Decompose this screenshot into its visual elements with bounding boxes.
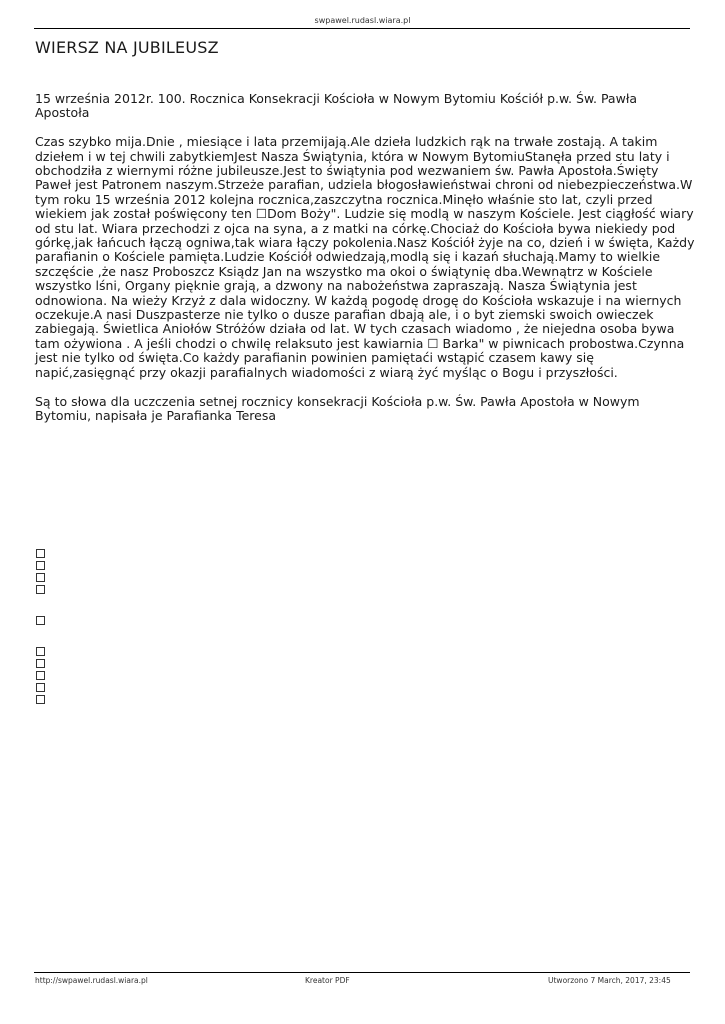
footer-generator: Kreator PDF [305,976,350,985]
placeholder-glyph-list [35,546,45,707]
article-paragraph-signature: Są to słowa dla uczczenia setnej rocznicy konsekracji Kościoła p.w. Św. Pawła Apostoła w Nowym Bytomiu, napisała je Parafianka Teresa [35,393,640,423]
missing-glyph-box [36,573,45,582]
missing-glyph-box [36,647,45,656]
article-body [35,92,695,438]
article-paragraph-date: 15 września 2012r. 100. Rocznica Konsekracji Kościoła w Nowym Bytomiu Kościół p.w. Św. Pawła Apostoła [35,91,638,121]
missing-glyph-box [36,616,45,625]
header-site-url: swpawel.rudasl.wiara.pl [314,16,411,25]
page-title: WIERSZ NA JUBILEUSZ [35,38,219,57]
footer-divider [34,972,690,973]
article-paragraph-poem: Czas szybko mija.Dnie , miesiące i lata przemijają.Ale dzieła ludzkich rąk na trwałe zostają. A takim dziełem i w tej chwili zabytkiemJest Nasza Świątynia, która w Nowym BytomiuStanęła przed stu laty i obchodziła z wiernymi różne jubileusze.Jest to świątynia pod wezwaniem św. Pawła Apostoła.Święty Paweł jest Patronem naszym.Strzeże parafian, udziela błogosławieństwai chroni od niebezpieczeństwa.W tym roku 15 września 2012 kolejna rocznica,zaszczytna rocznica.Minęło właśnie sto lat, czyli przed wiekiem jak został poświęcony ten ☐Dom Boży". Ludzie się modlą w naszym Kościele. Jest ciągłość wiary od stu lat. Wiara przechodzi z ojca na syna, a z matki na córkę.Chociaż do Kościoła bywa niekiedy pod górkę,jak łańcuch łączą ogniwa,tak wiara łączy pokolenia.Nasz Kościół żyje na co, dzień i w święta, Każdy parafianin o Kościele pamięta.Ludzie Kościół odwiedzają,modlą się i kazań słuchają.Mamy to wielkie szczęście ,że nasz Proboszcz Ksiądz Jan na wszystko ma okoi o świątynię dba.Wewnątrz w Kościele wszystko lśni, Organy pięknie grają, a dzwony na nabożeństwa zapraszają. Nasza Świątynia jest odnowiona. Na wieży Krzyż z dala widoczny. W każdą pogodę drogę do Kościoła wskazuje i na wiernych oczekuje.A nasi Duszpasterze nie tylko o dusze parafian dbają ale, i o byt ziemski swoich owieczek zabiegają. Świetlica Aniołów Stróżów działa od lat. W tych czasach wiadomo , że niejedna osoba bywa tam ożywiona . A jeśli chodzi o chwilę relaksuto jest kawiarnia ☐ Barka" w piwnicach probostwa.Czynna jest nie tylko od święta.Co każdy parafianin powinien pamiętaći wstąpić czasem kawy się napić,zasięgnąć przy okazji parafialnych wiadomości z wiarą żyć myśląc o Bogu i przyszłości. [35,134,695,380]
header-divider [34,28,690,29]
missing-glyph-box [36,585,45,594]
missing-glyph-box [36,671,45,680]
missing-glyph-box [36,695,45,704]
missing-glyph-box [36,683,45,692]
footer-url-link[interactable]: http://swpawel.rudasl.wiara.pl [35,976,148,985]
missing-glyph-box [36,549,45,558]
footer-created-date: Utworzono 7 March, 2017, 23:45 [548,976,671,985]
missing-glyph-box [36,561,45,570]
missing-glyph-box [36,659,45,668]
